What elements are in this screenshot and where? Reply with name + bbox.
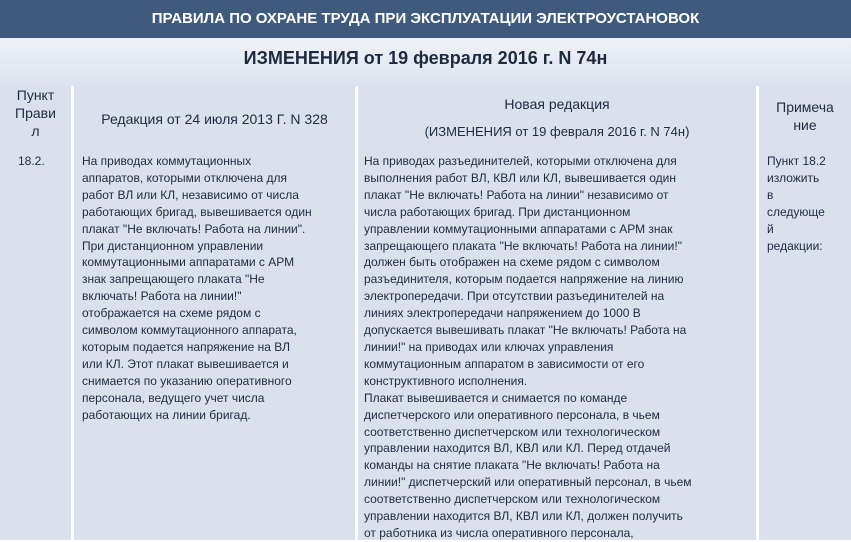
header-new-edition: Новая редакция — [504, 96, 610, 112]
header-point: Пункт Прави л — [15, 87, 56, 139]
header-old-edition: Редакция от 24 июля 2013 Г. N 328 — [101, 111, 328, 127]
cell-point: 18.2. — [18, 154, 45, 168]
header-new-edition-sub: (ИЗМЕНЕНИЯ от 19 февраля 2016 г. N 74н) — [424, 124, 690, 139]
cell-old-edition: На приводах коммутационных аппаратов, которыми отключена для работ ВЛ или КЛ, независимо от числа работающих бригад, вывешивается один плакат "Не включать! Работа на линии". При дистанционном управлении коммутационными аппаратами с АРМ знак запрещающего плаката "Не включать! Работа на линии!" отображается на схеме рядом с символом коммутационного аппарата, которым подается напряжение на ВЛ или КЛ. Этот плакат вывешивается и снимается по указанию оперативного персонала, ведущего учет числа работающих на линии бригад. — [82, 154, 312, 422]
document-subtitle — [0, 46, 851, 70]
document-title: ПРАВИЛА ПО ОХРАНЕ ТРУДА ПРИ ЭКСПЛУАТАЦИИ ЭЛЕКТРОУСТАНОВОК — [0, 0, 851, 38]
cell-note: Пункт 18.2 изложить в следующе й редакции: — [767, 154, 826, 253]
header-note: Примеча ние — [776, 99, 834, 133]
subtitle-text: ИЗМЕНЕНИЯ от 19 февраля 2016 г. N 74н — [243, 48, 608, 68]
subtitle-band — [0, 38, 851, 86]
cell-new-edition: На приводах разъединителей, которыми отключена для выполнения работ ВЛ, КВЛ или КЛ, вывешивается один плакат "Не включать! Работа на линии" независимо от числа работающих бригад. При дистанционном управлении коммутационными аппаратами с АРМ знак запрещающего плаката "Не включать! Работа на линии!" должен быть отображен на схеме рядом с символом разъединителя, которым подается напряжение на линию электропередачи. При отсутствии разъединителей на линиях электропередачи напряжением до 1000 В допускается вывешивать плакат "Не включать! Работа на линии!" на приводах или ключах управления коммутационным аппаратом в зависимости от его конструктивного исполнения. Плакат вывешивается и снимается по команде диспетчерского или оперативного персонала, в чьем соответственно диспетчерском или технологическом управлении находится ВЛ, КВЛ или КЛ. Перед отдачей команды на снятие плаката "Не включать! Работа на линии!" диспетчерский или оперативный персонал, в чьем соответственно диспетчерском или технологическом управлении находится ВЛ, КВЛ или КЛ, должен получить от работника из числа оперативного персонала, — [364, 154, 692, 540]
